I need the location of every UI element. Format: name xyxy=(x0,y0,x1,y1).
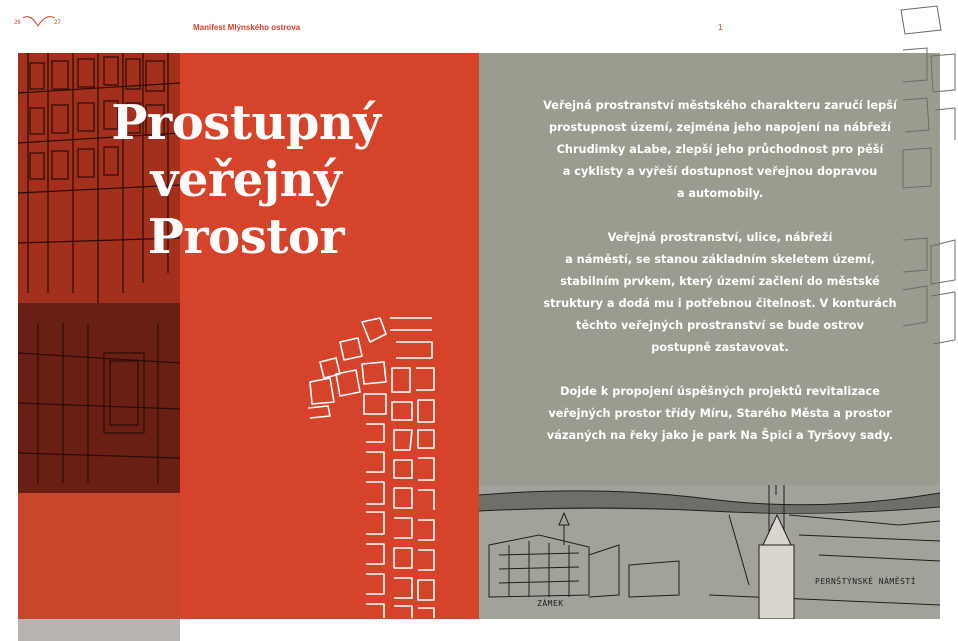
paragraph-2-line: a náměstí, se stanou základním skeletem území, xyxy=(565,253,875,266)
headline-line-1: Prostupný xyxy=(111,95,381,151)
page-number-right: 27 xyxy=(54,20,61,26)
paragraph-1-line: Veřejná prostranství městského charakteru zaručí lepší xyxy=(543,99,897,112)
paragraph-2-line: těchto veřejných prostranství se bude ostrov xyxy=(576,319,864,332)
body-text xyxy=(540,95,900,469)
street-map-drawing xyxy=(300,312,440,622)
headline-line-2: veřejný xyxy=(150,152,342,208)
paragraph-1-line: a cyklisty a vyřeší dostupnost veřejnou dopravou xyxy=(562,165,878,178)
paragraph-2-line: stabilním prvkem, který území začlení do městské xyxy=(560,275,880,288)
paragraph-2-line: struktury a dodá mu i potřebnou čitelnost. V konturách xyxy=(543,297,897,310)
paragraph-1-line: prostupnost území, zejména jeho napojení na nábřeží xyxy=(548,121,892,134)
paragraph-3-line: vázaných na řeky jako je park Na Špici a Tyršovy sady. xyxy=(546,429,894,442)
castle-label: ZÁMEK xyxy=(537,599,564,608)
headline-line-3: Prostor xyxy=(147,209,345,265)
paragraph-1-line: a automobily. xyxy=(676,187,764,200)
page-number-left: 26 xyxy=(14,20,21,26)
paragraph-1-line: Chrudimky aLabe, zlepší jeho průchodnost pro pěší xyxy=(556,143,884,156)
paragraph-3-line: Dojde k propojení úspěšných projektů revitalizace xyxy=(560,385,880,398)
paragraph-1 xyxy=(540,95,900,205)
page-header xyxy=(0,0,958,52)
page-headline xyxy=(86,95,406,266)
document-title: Manifest Mlýnského ostrova xyxy=(193,23,301,32)
bottom-gray-strip xyxy=(18,619,180,641)
square-label: PERNŠTÝNSKÉ NÁMĚSTÍ xyxy=(815,577,917,586)
arc-logo-icon xyxy=(22,14,56,28)
paragraph-2-line: Veřejná prostranství, ulice, nábřeží xyxy=(607,231,833,244)
paragraph-3 xyxy=(540,381,900,447)
paragraph-2 xyxy=(540,227,900,359)
edge-sketch-drawing xyxy=(897,0,958,360)
folio-number: 1 xyxy=(718,23,723,32)
paragraph-2-line: postupně zastavovat. xyxy=(651,341,789,354)
paragraph-3-line: veřejných prostor třídy Míru, Starého Města a prostor xyxy=(548,407,892,420)
town-sketch xyxy=(479,485,940,619)
